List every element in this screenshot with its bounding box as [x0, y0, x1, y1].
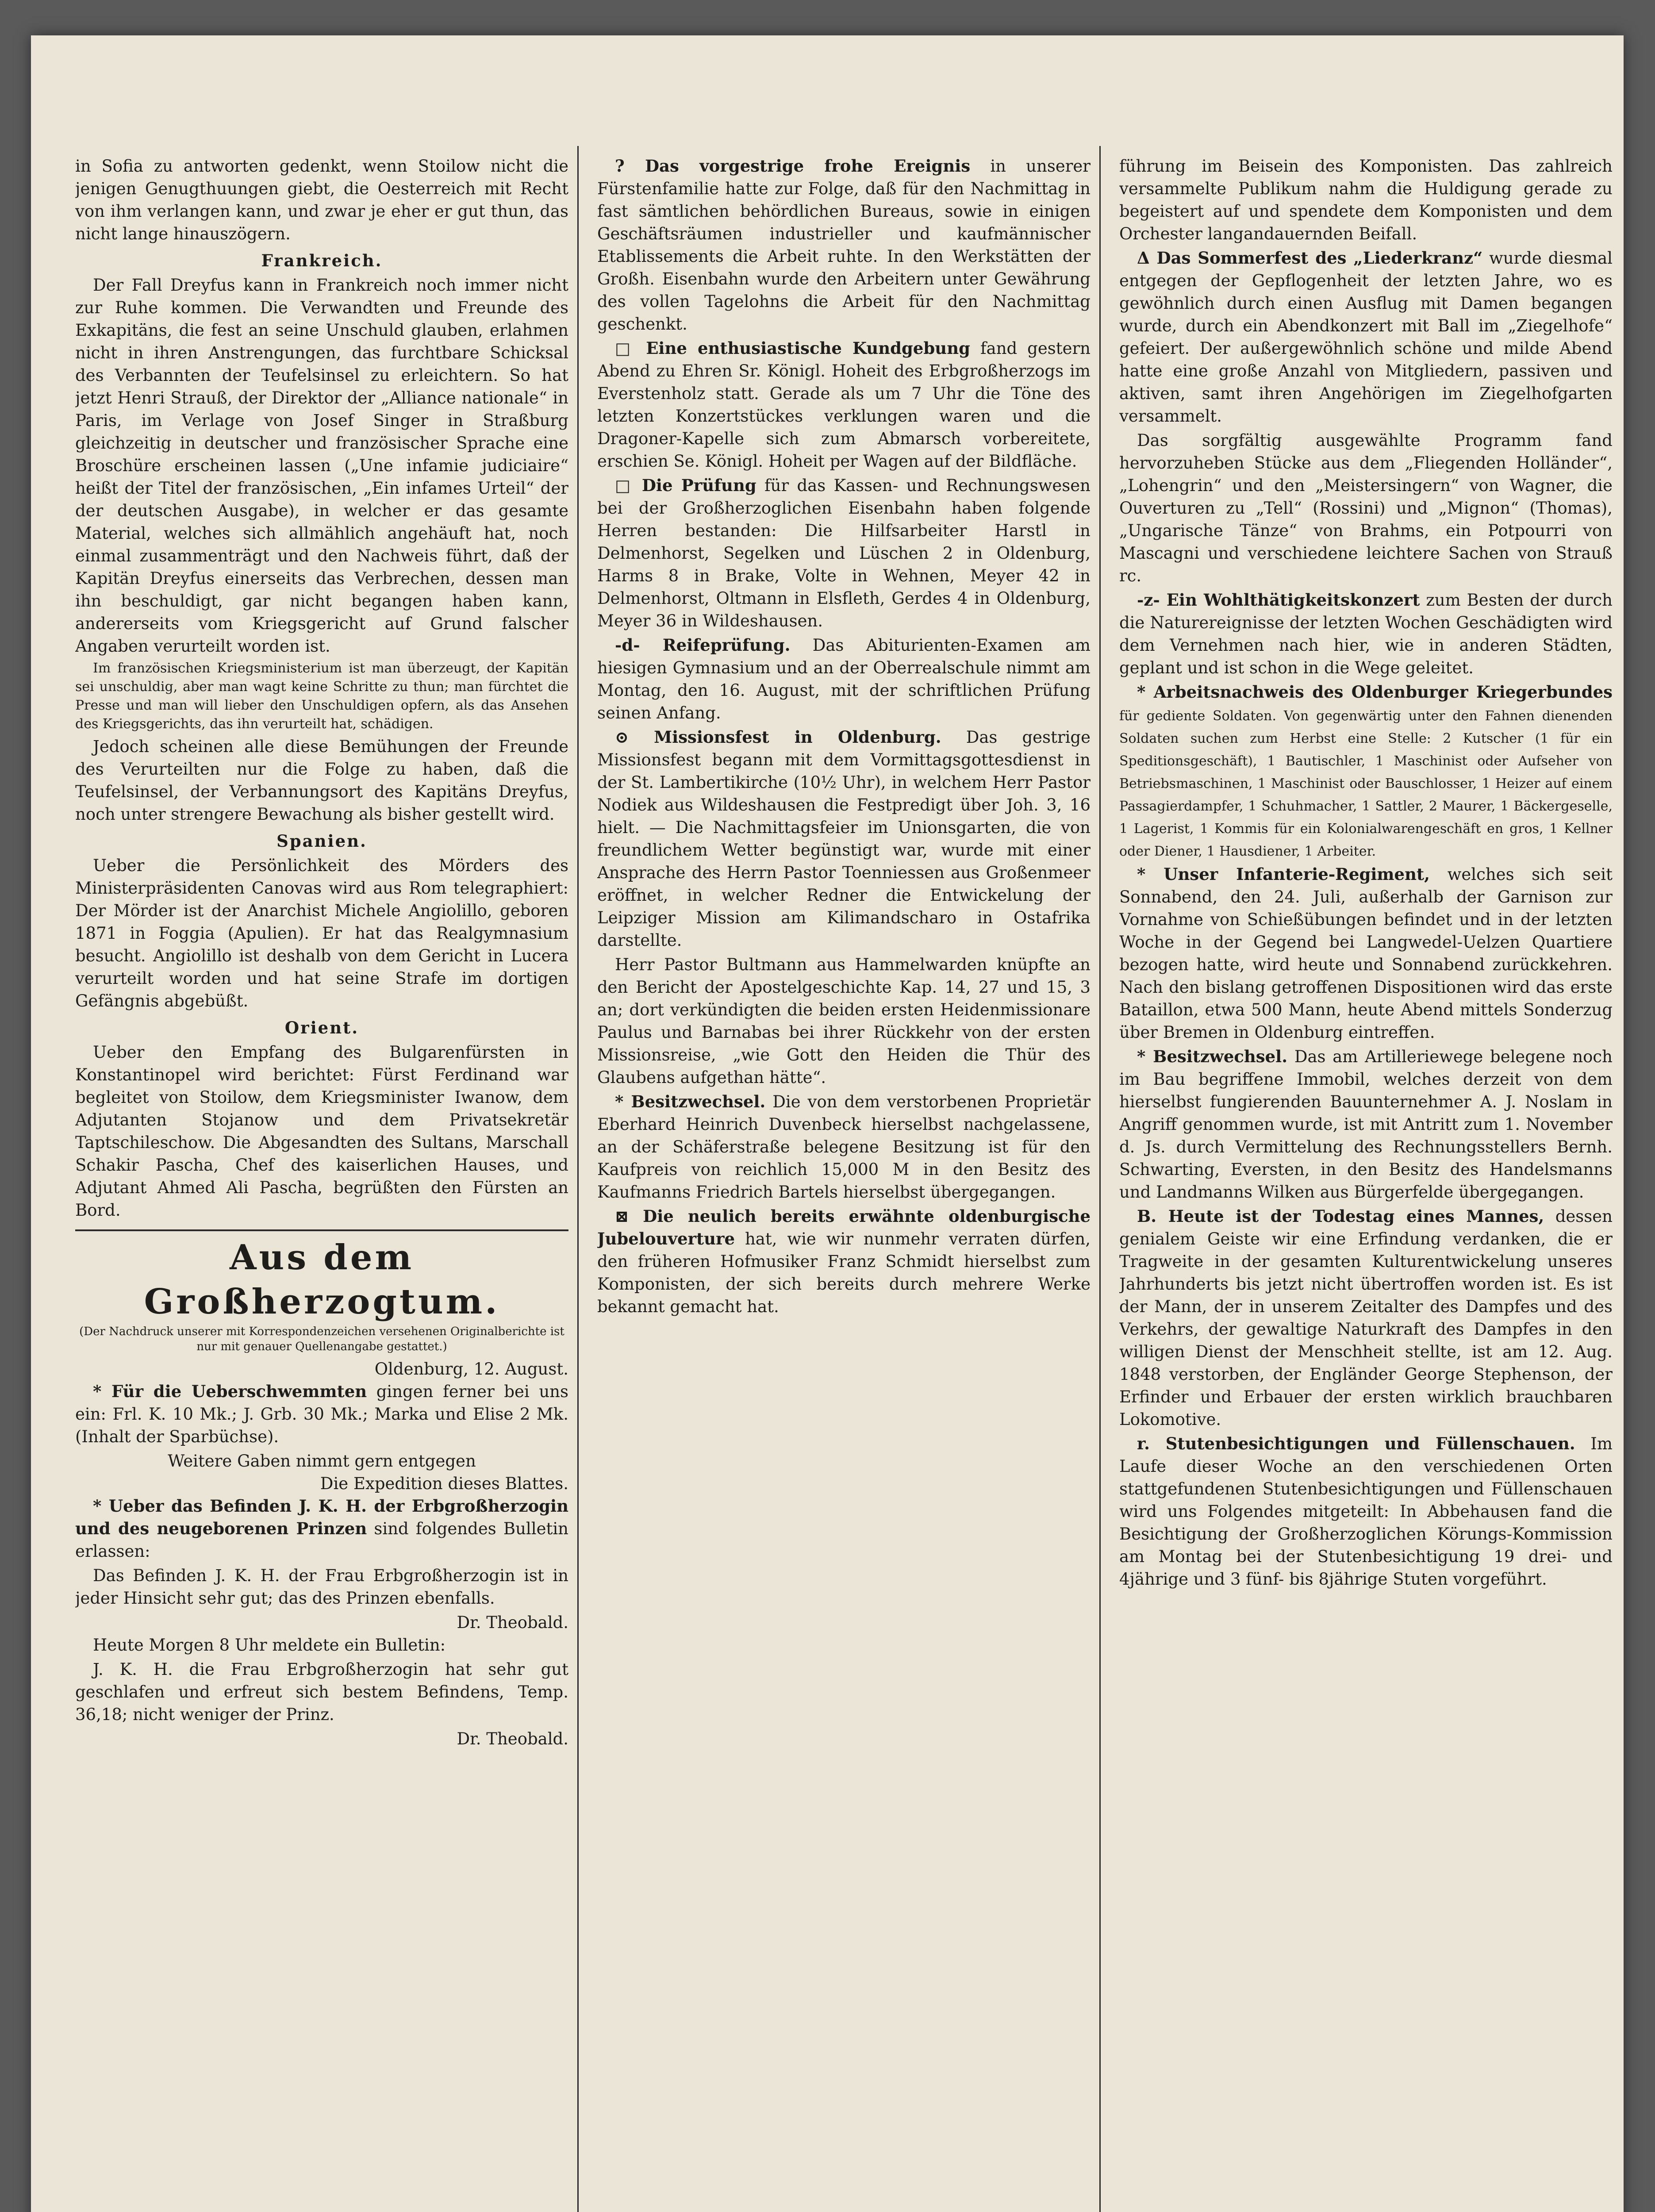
item-text: welches sich seit Sonnabend, den 24. Juli, außerhalb der Garnison zur Vornahme von Schießübungen befindet und in der letzten Woche in der Gegend bei Langwedel-Uelzen Quartiere bezogen hatte, wird heute und Sonnabend zurückkehren. Nach den bislang getroffenen Dispositionen wird das erste Bataillon, etwa 500 Mann, heute Abend mittels Sonderzug über Bremen in Oldenburg eintreffen. [1119, 865, 1613, 1042]
item-text: hat, wie wir nunmehr verraten dürfen, den früheren Hofmusiker Franz Schmidt hierselbst zum Komponisten, der sich bereits durch mehrere Werke bekannt gemacht hat. [597, 1229, 1091, 1316]
column-rule-1 [577, 146, 579, 2212]
bulletin-text: Das Befinden J. K. H. der Frau Erbgroßherzogin ist in jeder Hinsicht sehr gut; das des Prinzen ebenfalls. [75, 1566, 568, 1608]
article-paragraph: Ueber den Empfang des Bulgarenfürsten in Konstantinopel wird berichtet: Fürst Ferdinand war begleitet von Stoilow, dem Kriegsminister Iwanow, dem Adjutanten Stojanow und dem Privatsekretär Taptschileschow. Die Abgesandten des Sultans, Marschall Schakir Pascha, Chef des kaiserlichen Hauses, und Adjutant Ahmed Ali Pascha, begrüßten den Fürsten an Bord. [75, 1043, 568, 1220]
section-title-frankreich: Frankreich. [261, 251, 383, 270]
bulletin-text: J. K. H. die Frau Erbgroßherzogin hat sehr gut geschlafen und erfreut sich bestem Befindens, Temp. 36,18; nicht weniger der Prinz. [75, 1660, 568, 1724]
item-lead: ⊙ Missionsfest in Oldenburg. [615, 727, 941, 747]
signature: Dr. Theobald. [457, 1729, 568, 1748]
item-lead: -d- Reifeprüfung. [615, 635, 791, 655]
item-text: in unserer Fürstenfamilie hatte zur Folge, daß für den Nachmittag in fast sämtlichen behördlichen Bureaus, sowie in einigen Geschäftsräumen industrieller und kaufmännischer Etablissements die Arbeit ruhte. In den Werkstätten der Großh. Eisenbahn wurde den Arbeitern unter Gewährung des vollen Tagelohns die Arbeit für den Nachmittag geschenkt. [597, 157, 1091, 334]
item-lead: * Ueber das Befinden J. K. H. der Erbgroßherzogin und des neugeborenen Prinzen [75, 1496, 568, 1538]
signature: Dr. Theobald. [457, 1613, 568, 1632]
item-lead: -z- Ein Wohlthätigkeitskonzert [1137, 590, 1420, 610]
item-lead: □ Eine enthusiastische Kundgebung [615, 338, 970, 358]
continued-paragraph: führung im Beisein des Komponisten. Das zahlreich versammelte Publikum nahm die Huldigung gerade zu begeistert auf und spendete dem Komponisten und dem Orchester langandauernden Beifall. [1119, 157, 1613, 243]
continued-paragraph: in Sofia zu antworten gedenkt, wenn Stoilow nicht die jenigen Genugthuungen giebt, die Oesterreich mit Recht von ihm verlangen kann, und zwar je eher er gut thun, das nicht lange hinauszögern. [75, 157, 568, 243]
section-title-orient: Orient. [284, 1018, 359, 1037]
article-paragraph: Der Fall Dreyfus kann in Frankreich noch immer nicht zur Ruhe kommen. Die Verwandten und Freunde des Exkapitäns, die fest an seine Unschuld glauben, erlahmen nicht in ihren Anstrengungen, das furchtbare Schicksal des Verbannten der Teufelsinsel zu erleichtern. So hat jetzt Henri Strauß, der Direktor der „Alliance nationale“ in Paris, im Verlage von Josef Singer in Straßburg gleichzeitig in deutscher und französischer Sprache eine Broschüre erscheinen lassen („Une infamie judiciaire“ heißt der Titel der französischen, „Ein infames Urteil“ der der deutschen Ausgabe), in welcher er das gesamte Material, welches sich allmählich angehäuft hat, noch einmal zusammenträgt und den Nachweis führt, daß der Kapitän Dreyfus einerseits das Verbrechen, dessen man ihn beschuldigt, gar nicht begangen haben kann, andererseits vom Kriegsgericht auf Grund falscher Angaben verurteilt worden ist. [75, 276, 568, 656]
item-lead: * Besitzwechsel. [615, 1092, 766, 1111]
newspaper-page [31, 35, 1624, 2212]
item-lead: r. Stutenbesichtigungen und Füllenschauen. [1137, 1434, 1575, 1453]
article-paragraph: Ueber die Persönlichkeit des Mörders des Ministerpräsidenten Canovas wird aus Rom telegraphiert: Der Mörder ist der Anarchist Michele Angiolillo, geboren 1871 in Foggia (Apulien). Er hat das Realgymnasium besucht. Angiolillo ist deshalb von dem Gericht in Lucera verurteilt worden und hat seine Strafe im dortigen Gefängnis abgebüßt. [75, 856, 568, 1010]
item-text: sind folgendes Bulletin erlassen: [75, 1519, 568, 1561]
item-lead: * Unser Infanterie-Regiment, [1137, 864, 1430, 884]
column-2 [597, 155, 1091, 2212]
section-divider [75, 1229, 568, 1231]
article-paragraph: Jedoch scheinen alle diese Bemühungen der Freunde des Verurteilten nur die Folge zu haben, daß die Teufelsinsel, der Verbannungsort des Kapitäns Dreyfus, noch unter strengere Bewachung als bisher gestellt wird. [75, 737, 568, 824]
item-text: Das Abiturienten-Examen am hiesigen Gymnasium und an der Oberrealschule nimmt am Montag, den 16. August, mit der schriftlichen Prüfung seinen Anfang. [597, 636, 1091, 722]
item-lead: ? Das vorgestrige frohe Ereignis [615, 156, 971, 176]
item-lead: Δ Das Sommerfest des „Liederkranz“ [1137, 248, 1483, 268]
item-text: zum Besten der durch die Naturereignisse der letzten Wochen Geschädigten wird dem Vernehmen nach hier, wie in anderen Städten, geplant und ist schon in die Wege geleitet. [1119, 591, 1613, 677]
column-1 [75, 155, 568, 2212]
item-text: gingen ferner bei uns ein: Frl. K. 10 Mk.; J. Grb. 30 Mk.; Marka und Elise 2 Mk. (Inhalt der Sparbüchse). [75, 1382, 568, 1446]
item-text: wurde diesmal entgegen der Gepflogenheit der letzten Jahre, wo es gewöhnlich durch einen Ausflug mit Damen begangen wurde, durch ein Abendkonzert mit Ball im „Ziegelhofe“ gefeiert. Der außergewöhnlich schöne und milde Abend hatte eine große Anzahl von Mitgliedern, passiven und aktiven, samt ihren Angehörigen im Ziegelhofgarten versammelt. [1119, 249, 1613, 426]
article-paragraph: Im französischen Kriegsministerium ist man überzeugt, der Kapitän sei unschuldig, aber man wagt keine Schritte zu thun; man fürchtet die Presse und man will lieber den Unschuldigen opfern, als das Ansehen des Kriegsgerichts, das ihn verurteilt hat, schädigen. [75, 661, 568, 732]
item-lead: * Arbeitsnachweis des Oldenburger Kriegerbundes [1137, 682, 1613, 702]
item-text: Das am Artilleriewege belegene noch im Bau begriffene Immobil, welches derzeit von dem hierselbst fungierenden Bauunternehmer A. J. Noslam in Angriff genommen wurde, ist mit Antritt zum 1. November d. Js. durch Vermittelung des Rechnungsstellers Bernh. Schwarting, Eversten, in den Besitz des Handelsmanns und Landmanns Wilken aus Bürgerfelde übergegangen. [1119, 1047, 1613, 1202]
section-title-spanien: Spanien. [276, 831, 367, 851]
item-text: Die von dem verstorbenen Proprietär Eberhard Heinrich Duvenbeck hierselbst nachgelassene, an der Schäferstraße belegene Besitzung ist für den Kaufpreis von reichlich 15,000 M in den Besitz des Kaufmanns Friedrich Bartels hierselbst übergegangen. [597, 1092, 1091, 1202]
dateline: Oldenburg, 12. August. [374, 1359, 568, 1379]
item-text: Das sorgfältig ausgewählte Programm fand hervorzuheben Stücke aus dem „Fliegenden Holländer“, „Lohengrin“ und den „Meistersingern“ von Wagner, die Ouverturen zu „Tell“ (Rossini) und „Mignon“ (Thomas), „Ungarische Tänze“ von Brahms, ein Potpourri von Mascagni und verschiedene leichtere Sachen von Strauß rc. [1119, 431, 1613, 585]
item-lead: ⊠ Die neulich bereits erwähnte oldenburgische Jubelouverture [597, 1206, 1091, 1248]
item-lead: * Besitzwechsel. [1137, 1047, 1288, 1066]
column-rule-2 [1099, 146, 1101, 2212]
reprint-note: (Der Nachdruck unserer mit Korrespondenzeichen versehenen Originalberichte ist nur mit genauer Quellenangabe gestattet.) [79, 1325, 564, 1353]
column-3 [1119, 155, 1613, 2212]
item-lead: * Für die Ueberschwemmten [93, 1382, 367, 1401]
appeal-line: Weitere Gaben nimmt gern entgegen [168, 1452, 476, 1471]
item-text: fand gestern Abend zu Ehren Sr. Königl. Hoheit des Erbgroßherzogs im Everstenholz statt. Gerade als um 7 Uhr die Töne des letzten Konzertstückes verklungen waren und die Dragoner-Kapelle sich zum Abmarsch vorbereitete, erschien Se. Königl. Hoheit per Wagen auf der Bildfläche. [597, 339, 1091, 471]
item-text: Im Laufe dieser Woche an den verschiedenen Orten stattgefundenen Stutenbesichtigungen und Füllenschauen wird uns Folgendes mitgeteilt: In Abbehausen fand die Besichtigung der Großherzoglichen Körungs-Kommission am Montag bei der Stutenbesichtigung 19 drei- und 4jährige und 3 fünf- bis 8jährige Stuten vorgeführt. [1119, 1434, 1613, 1589]
item-text: für gediente Soldaten. Von gegenwärtig unter den Fahnen dienenden Soldaten suchen zum Herbst eine Stelle: 2 Kutscher (1 für ein Speditionsgeschäft), 1 Bautischler, 1 Maschinist oder Aufseher von Betriebsmaschinen, 1 Maschinist oder Bauschlosser, 1 Heizer auf einem Passagierdampfer, 1 Schuhmacher, 1 Sattler, 2 Maurer, 1 Bäckergeselle, 1 Lagerist, 1 Kommis für ein Kolonialwarengeschäft en gros, 1 Kellner oder Diener, 1 Hausdiener, 1 Arbeiter. [1119, 708, 1613, 859]
signature: Die Expedition dieses Blattes. [320, 1474, 568, 1493]
item-lead: □ Die Prüfung [615, 476, 756, 495]
item-text: Herr Pastor Bultmann aus Hammelwarden knüpfte an den Bericht der Apostelgeschichte Kap. 14, 27 und 15, 3 an; dort verkündigten die beiden ersten Heidenmissionare Paulus und Barnabas bei ihrer Rückkehr von der ersten Missionsreise, „wie Gott den Heiden die Thür des Glaubens aufgethan hätte“. [597, 955, 1091, 1087]
item-text: Heute Morgen 8 Uhr meldete ein Bulletin: [93, 1636, 446, 1655]
item-text: Das gestrige Missionsfest begann mit dem Vormittagsgottesdienst in der St. Lambertikirche (10½ Uhr), in welchem Herr Pastor Nodiek aus Wildeshausen die Festpredigt über Joh. 3, 16 hielt. — Die Nachmittagsfeier im Unionsgarten, die von freundlichem Wetter begünstigt war, wurde mit einer Ansprache des Herrn Pastor Toenniessen aus Großenmeer eröffnet, in welcher Redner die Entwickelung der Leipziger Mission am Kilimandscharo in Ostafrika darstellte. [597, 728, 1091, 950]
item-text: dessen genialem Geiste wir eine Erfindung verdanken, die er Tragweite in der gesamten Kulturentwickelung unseres Jahrhunderts bis jetzt nicht übertroffen worden ist. Es ist der Mann, der in unserem Zeitalter des Dampfes und des Verkehrs, der gewaltige Naturkraft des Dampfes in den willigen Dienst der Menschheit stellte, ist am 12. Aug. 1848 verstorben, der Engländer George Stephenson, der Erfinder und Erbauer der ersten wirklich brauchbaren Lokomotive. [1119, 1207, 1613, 1429]
item-lead: B. Heute ist der Todestag eines Mannes, [1137, 1206, 1544, 1226]
item-text: für das Kassen- und Rechnungswesen bei der Großherzoglichen Eisenbahn haben folgende Herren bestanden: Die Hilfsarbeiter Harstl in Delmenhorst, Segelken und Lüschen 2 in Oldenburg, Harms 8 in Brake, Volte in Wehnen, Meyer 42 in Delmenhorst, Oltmann in Elsfleth, Gerdes 4 in Oldenburg, Meyer 36 in Wildeshausen. [597, 476, 1091, 630]
section-banner: Aus dem Großherzogtum. [144, 1237, 500, 1322]
